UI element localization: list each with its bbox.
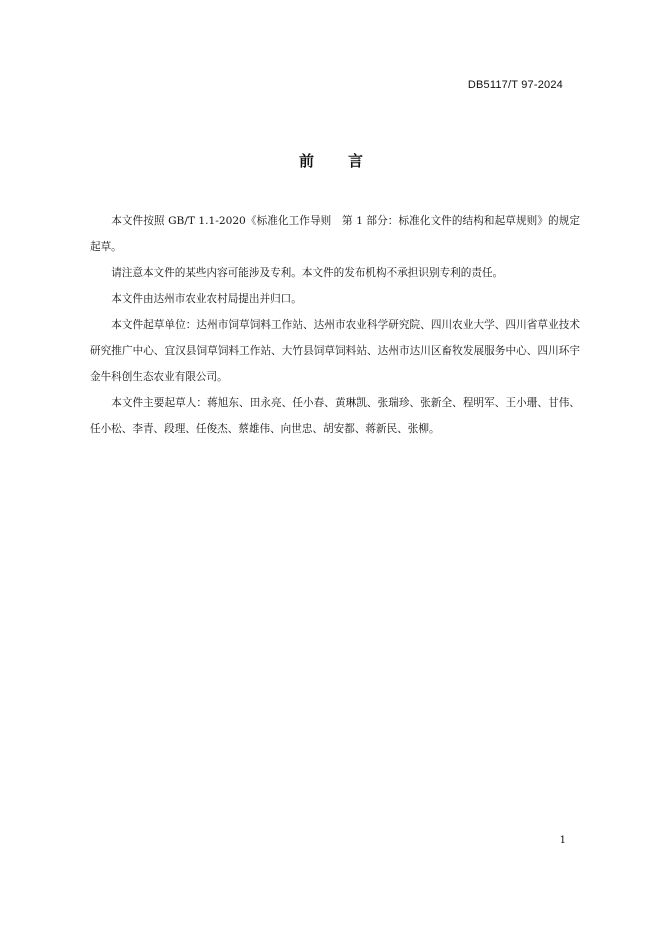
paragraph-drafting-units: 本文件起草单位：达州市饲草饲料工作站、达州市农业科学研究院、四川农业大学、四川省草业技术研究推广中心、宜汉县饲草饲料工作站、大竹县饲草饲料站、达州市达川区畜牧发展服务中心、四川环宇金牛科创生态农业有限公司。	[90, 319, 580, 383]
page-title	[0, 150, 662, 171]
page-number: 1	[559, 835, 566, 846]
foreword-body	[90, 208, 580, 442]
paragraph-patent-notice: 请注意本文件的某些内容可能涉及专利。本文件的发布机构不承担识别专利的责任。	[111, 267, 504, 279]
document-code: DB5117/T 97-2024	[467, 79, 563, 91]
paragraph-drafters: 本文件主要起草人：蒋旭东、田永亮、任小春、黄琳凯、张瑞珍、张新全、程明军、王小珊、甘伟、任小松、李青、段理、任俊杰、蔡雄伟、向世忠、胡安都、蒋新民、张柳。	[90, 397, 580, 435]
paragraph-drafting-rules: 本文件按照 GB/T 1.1-2020《标准化工作导则 第 1 部分：标准化文件的结构和起草规则》的规定起草。	[90, 215, 580, 253]
title-char-2: 言	[348, 152, 364, 170]
paragraph-proposer: 本文件由达州市农业农村局提出并归口。	[111, 293, 302, 305]
title-char-1: 前	[298, 152, 314, 170]
